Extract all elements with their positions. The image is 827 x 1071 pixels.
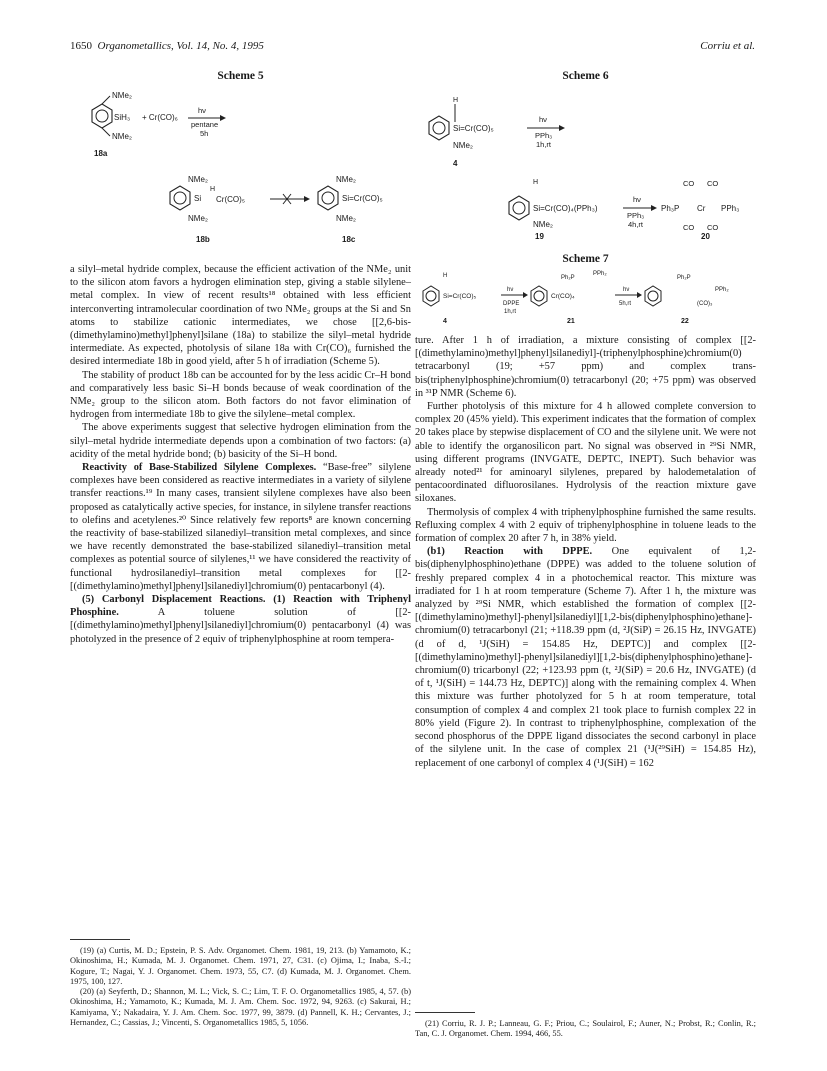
svg-text:CO: CO bbox=[707, 179, 719, 188]
compound-label-19: 19 bbox=[535, 232, 544, 240]
sih3-label: SiH₃ bbox=[114, 113, 131, 122]
svg-text:NMe₂: NMe₂ bbox=[453, 141, 473, 150]
cr-co6-reagent: + Cr(CO)₆ bbox=[142, 113, 178, 122]
scheme-5-title: Scheme 5 bbox=[217, 70, 264, 82]
paragraph: Further photolysis of this mixture for 4 h allowed complete conversion to complex 20 (45% yield). This experiment indicates that the formation of complex 20 takes place by stepwise displacement of CO and the silylene unit. We were not able to identify the organosilicon part. No signal was observed in ²⁹Si NMR, using different programs (INVGATE, DEPTC, INEPT). Such behavior was already noted²¹ for aminoaryl silylenes, prepared by halodemetalation of pentacoordinated difluorosilanes. Hydrolysis of the reaction mixture gave siloxanes. bbox=[415, 401, 756, 505]
compound-label-18c: 18c bbox=[342, 235, 356, 244]
subsection-heading: (5) Carbonyl Displacement Reactions. (1) Reaction with Triphenyl Phosphine. bbox=[70, 594, 411, 619]
svg-text:NMe₂: NMe₂ bbox=[188, 175, 208, 184]
svg-text:hν: hν bbox=[539, 115, 547, 124]
compound-20-structure bbox=[661, 179, 739, 240]
svg-text:4h,rt: 4h,rt bbox=[628, 220, 644, 229]
svg-text:1h,rt: 1h,rt bbox=[536, 140, 552, 149]
hv-label: hν bbox=[198, 106, 206, 115]
svg-text:Cr(CO)₄: Cr(CO)₄ bbox=[551, 293, 575, 300]
paragraph: Reactivity of Base-Stabilized Silylene Complexes. “Base-free” silylene complexes have been considered as reactive intermediates in a variety of silylene transfer reactions.¹⁹ In many cases, transient silylene complexes have also been proposed as catalytically active species, for instance, in silylene transfer reactions to olefins and acetylenes.²⁰ Since relatively few reports⁸ are known concerning the reactivity of base-stabilized silanediyl–transition metal complexes, and since we have recently demonstrated the base-stabilized silanediyl–transition metal complexes as potential source of silylenes,¹¹ we have considered the reactivity of functional hydrosilanediyl–transition metal complexes for [[2-[(dimethylamino)methyl]phenyl]silanediyl]chromium(0) pentacarbonyl (4). bbox=[70, 462, 411, 592]
svg-text:PPh₃: PPh₃ bbox=[535, 131, 553, 140]
nme2-label: NMe₂ bbox=[112, 91, 132, 100]
footnote: (20) (a) Seyferth, D.; Shannon, M. L.; Vick, S. C.; Lim, T. F. O. Organometallics 1985, 4, 57. (b) Okinoshima, H.; Yamamoto, K.; Kumada, M. J. Am. Chem. Soc. 1972, 94, 9263. (c) Sakurai, H.; Kamiyama, Y.; Nakadaira, Y. J. Am. Chem. Soc. 1977, 99, 3879. (d) Pannell, K. H.; Cervantes, J.; Hernandez, C.; Cassias, J.; Vincenti, S. Organometallics 1985, 5, 1056. bbox=[70, 987, 411, 1028]
paragraph: The stability of product 18b can be accounted for by the less acidic Cr–H bond and comparatively less basic Si–H bonds because of weak coordination of the NMe₂ group to the silicon atom. Both factors do not favor elimination of hydrogen from intermediate 18b to give the silylene–metal complex. bbox=[70, 369, 411, 421]
svg-text:Ph₂P: Ph₂P bbox=[561, 275, 575, 281]
running-header bbox=[70, 40, 755, 56]
paragraph: (b1) Reaction with DPPE. One equivalent of 1,2-bis(diphenylphosphino)ethane (DPPE) was added to the toluene solution of freshly prepared complex 4 in a photochemical reactor. This mixture was irradiated for 1 h at room temperature (Scheme 7). After 1 h, the mixture was analyzed by ²⁹Si NMR, which established the formation of complex [[2-[(dimethylamino)methyl]-phenyl]silanediyl][1,2-bis(diphenylphosphino)ethane]-chromium(0) tetracarbonyl (21; +118.39 ppm (d, ²J(SiP) = 26.15 Hz, INVGATE) (d of d, ¹J(SiH) = 154.85 Hz, DEPTC)] and complex [[2-[(dimethylamino)methyl]-phenyl]silanediyl][1,2-bis(diphenylphosphino)ethane]-chromium(0) tricarbonyl (22; +123.93 ppm (t, ²J(SiP) = 20.6 Hz, INVGATE) (d of t, ¹J(SiH) = 144.73 Hz, DEPTC)] along with the remaining complex 4. When this mixture was further photolyzed for 5 h at room temperature, total consumption of complex 4 and complex 21 took place to furnish complex 22 in 80% yield (Figure 2). In contrast to triphenylphosphine, complexation of the second phosphorus of the DPPE ligand dissociates the second carbonyl in place of the silylene unit. In the case of complex 21 (¹J(²⁹SiH) = 154.85 Hz), replacement of one carbonyl of complex 4 (¹J(SiH) = 162 bbox=[415, 546, 756, 769]
paragraph: a silyl–metal hydride complex, because the efficient activation of the NMe₂ unit to the silicon atom favors a hydrogen elimination step, giving a stable silylene–metal complex. In view of recent results¹⁸ obtained with less efficient interconverting intramolecular coordination of two NMe₂ groups at the Si and Sn atoms to stabilize cationic intermediates, we chose [[2,6-bis-(dimethylamino)methyl]phenyl]silane (18a) to stabilize the silyl–metal hydride intermediate. As expected, photolysis of silane 18a with Cr(CO)₆ furnished the desired intermediate 18b in good yield, after 5 h of irradiation (Scheme 5). bbox=[70, 264, 411, 368]
compound-18c-structure bbox=[318, 175, 383, 244]
right-column bbox=[415, 70, 756, 770]
left-column bbox=[70, 70, 411, 646]
compound-4-structure bbox=[429, 97, 494, 168]
right-footnotes bbox=[415, 1012, 756, 1040]
scheme-7-figure bbox=[415, 265, 756, 327]
svg-text:H: H bbox=[210, 186, 216, 193]
scheme-5-figure bbox=[70, 82, 411, 258]
svg-text:Si=Cr(CO)₅: Si=Cr(CO)₅ bbox=[453, 124, 494, 133]
svg-text:H: H bbox=[443, 273, 448, 279]
compound-label-18a: 18a bbox=[94, 149, 108, 158]
svg-text:Cr(CO)₅: Cr(CO)₅ bbox=[216, 195, 245, 204]
compound-label-4: 4 bbox=[443, 318, 447, 325]
svg-text:5h,rt: 5h,rt bbox=[619, 301, 632, 307]
svg-text:hν: hν bbox=[623, 287, 630, 293]
svg-text:Si=Cr(CO)₅: Si=Cr(CO)₅ bbox=[443, 293, 477, 300]
paragraph: The above experiments suggest that selective hydrogen elimination from the silyl–metal hydride intermediate depends upon a combination of two factors: (a) acidity of the metal hydride bond; (b) basicity of the Si–H bond. bbox=[70, 422, 411, 460]
footnote: (21) Corriu, R. J. P.; Lanneau, G. F.; Priou, C.; Soulairol, F.; Auner, N.; Probst, R.; Conlin, R.; Tan, C. J. Organomet. Chem. 1994, 466, 55. bbox=[415, 1019, 756, 1039]
compound-18b-structure bbox=[170, 175, 245, 244]
svg-text:NMe₂: NMe₂ bbox=[336, 214, 356, 223]
scheme-6-figure bbox=[415, 82, 756, 240]
svg-text:1h,rt: 1h,rt bbox=[504, 309, 517, 315]
pentane-label: pentane bbox=[191, 120, 219, 129]
svg-text:Ph₃P: Ph₃P bbox=[661, 204, 680, 213]
scheme-7-title: Scheme 7 bbox=[562, 253, 609, 265]
svg-text:PPh₃: PPh₃ bbox=[721, 204, 740, 213]
svg-text:CO: CO bbox=[683, 179, 695, 188]
svg-text:H: H bbox=[533, 179, 539, 186]
compound-label-21: 21 bbox=[567, 318, 575, 325]
paragraph: (5) Carbonyl Displacement Reactions. (1) Reaction with Triphenyl Phosphine. A toluene solution of [[2-[(dimethylamino)methyl]phenyl]silanediyl]chromium(0) pentacarbonyl (4) was photolyzed in the presence of 2 equiv of triphenylphosphine at room tempera- bbox=[70, 594, 411, 645]
svg-text:Ph₂P: Ph₂P bbox=[677, 275, 691, 281]
compound-label-4: 4 bbox=[453, 159, 458, 168]
svg-text:NMe₂: NMe₂ bbox=[188, 214, 208, 223]
left-body-text bbox=[70, 263, 411, 646]
svg-text:CO: CO bbox=[707, 223, 719, 232]
svg-text:CO: CO bbox=[683, 223, 695, 232]
svg-text:Si=Cr(CO)₄(PPh₃): Si=Cr(CO)₄(PPh₃) bbox=[533, 204, 598, 213]
scheme-6-title: Scheme 6 bbox=[562, 70, 609, 82]
svg-text:Cr: Cr bbox=[697, 204, 706, 213]
paragraph: ture. After 1 h of irradiation, a mixture consisting of complex [[2-[(dimethylamino)methyl]phenyl]silanediyl]-(triphenylphosphine)chromium(0) tetracarbonyl (19; +57 ppm) and complex trans-bis(triphenylphosphine)chromium(0) tetracarbonyl (20; +75 ppm) was observed in ³¹P NMR (Scheme 6). bbox=[415, 335, 756, 399]
compound-label-22: 22 bbox=[681, 318, 689, 325]
paragraph: Thermolysis of complex 4 with triphenylphosphine furnished the same results. Refluxing complex 4 with 2 equiv of triphenylphosphine in toluene leads to the formation of complex 20 after 7 h, in 38% yield. bbox=[415, 506, 756, 545]
right-body-text bbox=[415, 334, 756, 770]
svg-text:hν: hν bbox=[507, 287, 514, 293]
compound-18a-structure bbox=[92, 91, 226, 158]
compound-label-20: 20 bbox=[701, 232, 710, 240]
svg-text:PPh₂: PPh₂ bbox=[715, 287, 729, 293]
svg-text:Si: Si bbox=[194, 194, 202, 203]
svg-text:H: H bbox=[453, 97, 459, 104]
svg-text:hν: hν bbox=[633, 195, 641, 204]
svg-text:NMe₂: NMe₂ bbox=[336, 175, 356, 184]
nme2-label: NMe₂ bbox=[112, 132, 132, 141]
section-heading: Reactivity of Base-Stabilized Silylene Complexes. bbox=[82, 462, 317, 474]
left-footnotes bbox=[70, 939, 411, 1028]
compound-label-18b: 18b bbox=[196, 235, 210, 244]
journal-citation: Organometallics, Vol. 14, No. 4, 1995 bbox=[97, 40, 264, 52]
svg-text:DPPE: DPPE bbox=[503, 301, 520, 307]
page-number: 1650 bbox=[70, 40, 92, 52]
time-label: 5h bbox=[200, 129, 209, 138]
svg-text:(CO)₃: (CO)₃ bbox=[697, 301, 713, 307]
svg-text:Si=Cr(CO)₅: Si=Cr(CO)₅ bbox=[342, 194, 383, 203]
compound-19-structure bbox=[509, 179, 598, 240]
running-authors: Corriu et al. bbox=[700, 40, 755, 52]
subsection-heading: (b1) Reaction with DPPE. bbox=[427, 546, 593, 558]
footnote: (19) (a) Curtis, M. D.; Epstein, P. S. Adv. Organomet. Chem. 1981, 19, 213. (b) Yamamoto, K.; Okinoshima, H.; Kumada, M. J. Organomet. Chem. 1971, 27, C31. (c) Ojima, I.; Inaba, S.-I.; Kogure, T.; Nagai, Y. J. Organomet. Chem. 1973, 55, C7. (d) Kumada, M. J. Organomet. Chem. 1975, 100, 127. bbox=[70, 946, 411, 986]
svg-text:NMe₂: NMe₂ bbox=[533, 220, 553, 229]
svg-text:PPh₂: PPh₂ bbox=[593, 271, 607, 277]
svg-text:PPh₃: PPh₃ bbox=[627, 211, 645, 220]
